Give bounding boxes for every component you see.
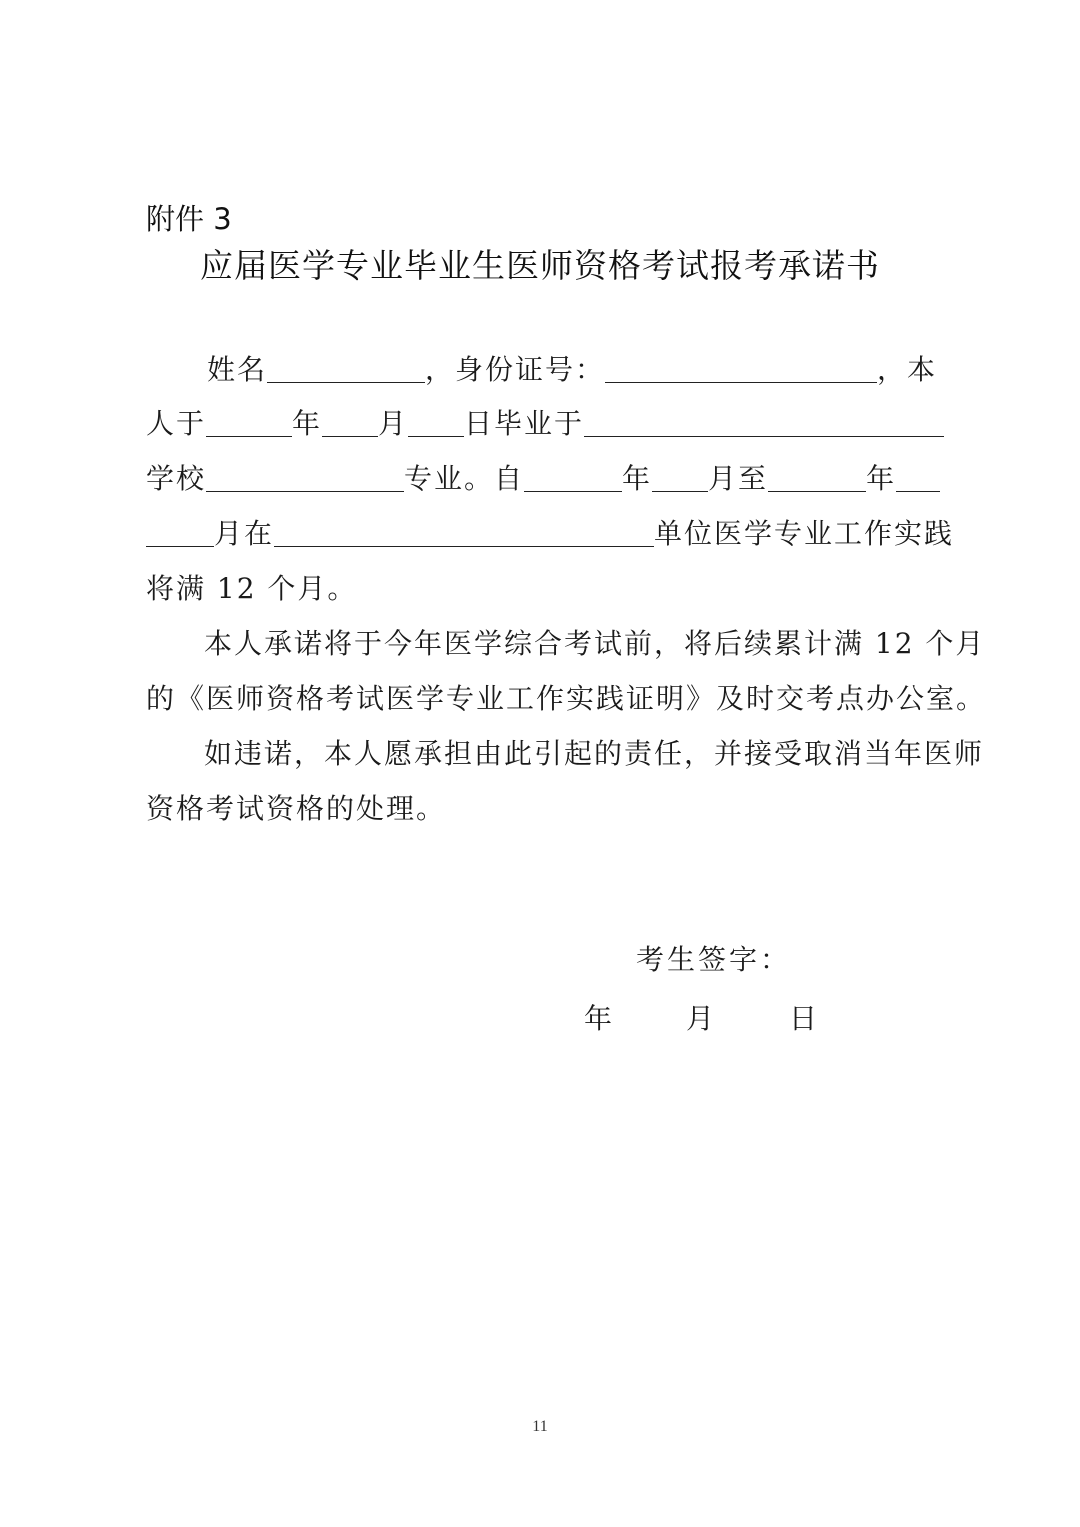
form-line-1 <box>207 350 937 390</box>
grad-year-blank[interactable] <box>206 404 292 437</box>
attachment-label: 附件 3 <box>146 202 232 236</box>
page-number: 11 <box>532 1418 548 1435</box>
end-year-blank[interactable] <box>768 459 866 492</box>
work-unit-blank[interactable] <box>274 514 654 547</box>
grad-month-blank[interactable] <box>322 404 378 437</box>
signature-day-label: 日 <box>789 1002 821 1035</box>
form-line-2 <box>146 404 944 444</box>
commitment-line-2: 的《医师资格考试医学专业工作实践证明》及时交考点办公室。 <box>146 682 987 715</box>
form-line-5: 将满 12 个月。 <box>146 572 358 605</box>
signature-year-label: 年 <box>584 1002 616 1035</box>
commitment-line-1: 本人承诺将于今年医学综合考试前，将后续累计满 12 个月 <box>204 627 986 660</box>
name-label: 姓名 <box>207 353 268 386</box>
start-month-blank[interactable] <box>652 459 708 492</box>
violation-line-1: 如违诺，本人愿承担由此引起的责任，并接受取消当年医师 <box>204 737 985 770</box>
work-unit-label: 单位医学专业工作实践 <box>654 517 955 550</box>
signature-label: 考生签字： <box>636 943 792 976</box>
start-year-blank[interactable] <box>524 459 622 492</box>
signature-month-label: 月 <box>686 1002 718 1035</box>
id-number-blank[interactable] <box>605 350 877 383</box>
violation-line-2: 资格考试资格的处理。 <box>146 792 447 825</box>
id-label: ，身份证号： <box>425 353 606 386</box>
line1-end: ，本 <box>877 353 938 386</box>
end-month-blank-part2[interactable] <box>146 514 214 547</box>
grad-year-label: 年 <box>292 407 323 440</box>
name-blank[interactable] <box>267 350 425 383</box>
end-month-blank-part1[interactable] <box>896 459 940 492</box>
end-month-label: 月在 <box>214 517 275 550</box>
document-title: 应届医学专业毕业生医师资格考试报考承诺书 <box>200 246 880 285</box>
major-blank[interactable] <box>206 459 404 492</box>
school-label: 学校 <box>146 462 207 495</box>
end-year-label: 年 <box>866 462 897 495</box>
major-label: 专业。自 <box>404 462 525 495</box>
graduation-prefix: 人于 <box>146 407 207 440</box>
form-line-3 <box>146 459 940 499</box>
graduated-from-blank[interactable] <box>584 404 944 437</box>
form-line-4 <box>146 514 954 554</box>
grad-day-label: 日毕业于 <box>464 407 585 440</box>
grad-month-label: 月 <box>378 407 409 440</box>
start-month-label: 月至 <box>708 462 769 495</box>
start-year-label: 年 <box>622 462 653 495</box>
grad-day-blank[interactable] <box>408 404 464 437</box>
